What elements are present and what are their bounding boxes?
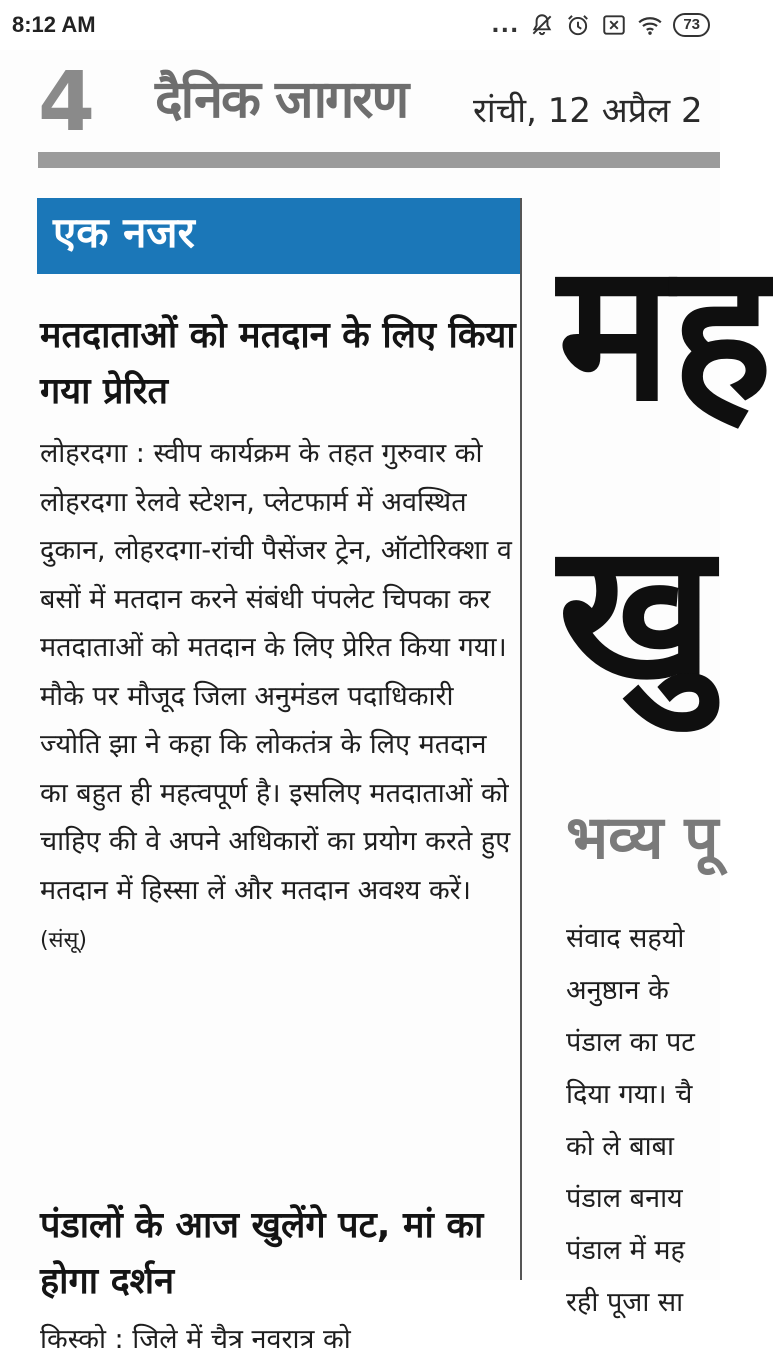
story1-body (40, 430, 515, 966)
status-time: 8:12 AM (12, 12, 96, 37)
section-title: एक नजर (53, 208, 195, 257)
story1-credit: (संसू) (40, 928, 87, 953)
right-column (522, 198, 773, 1318)
lead-subheadline: भव्य पू (566, 803, 719, 873)
newspaper-page (0, 50, 773, 1355)
masthead-rule (38, 152, 720, 168)
story1-headline: मतदाताओं को मतदान के लिए किया गया प्रेरित (40, 315, 516, 412)
dateline: रांची, 12 अप्रैल 2 (473, 91, 703, 131)
masthead (0, 50, 720, 150)
lead-body-line: पंडाल में मह (566, 1235, 685, 1266)
lead-body-line: पंडाल बनाय (566, 1183, 683, 1214)
left-column (37, 198, 521, 1355)
lead-body-line: अनुष्ठान के (566, 975, 669, 1006)
lead-body-line: संवाद सहयो (566, 923, 685, 954)
paper-name: दैनिक जागरण (155, 70, 408, 130)
notification-x-icon (601, 12, 627, 38)
page-number: 4 (38, 55, 96, 150)
lead-body-line: रही पूजा सा (566, 1287, 684, 1318)
wifi-icon (637, 12, 663, 38)
lead-body (566, 913, 695, 1329)
lead-body-line: दिया गया। चै (566, 1079, 693, 1110)
story1-body-text: लोहरदगा : स्वीप कार्यक्रम के तहत गुरुवार को लोहरदगा रेलवे स्टेशन, प्लेटफार्म में अवस्थित दुकान, लोहरदगा-रांची पैसेंजर ट्रेन, ऑटोरिक्शा व बसों में मतदान करने संबंधी पंपलेट चिपका कर मतदाताओं को मतदान के लिए प्रेरित किया गया। मौके पर मौजूद जिला अनुमंडल पदाधिकारी ज्योति झा ने कहा कि लोकतंत्र के लिए मतदान का बहुत ही महत्वपूर्ण है। इसलिए मतदाताओं को चाहिए की वे अपने अधिकारों का प्रयोग करते हुए मतदान में हिस्सा लें और मतदान अवश्य करें। (40, 438, 512, 906)
lead-body-line: को ले बाबा (566, 1131, 675, 1162)
lead-headline-line2: खु (558, 502, 714, 723)
status-icons (491, 10, 710, 40)
more-notifications-icon: ... (491, 12, 520, 38)
status-bar (0, 0, 720, 50)
story2-headline: पंडालों के आज खुलेंगे पट, मां का होगा दर्शन (40, 1205, 484, 1302)
lead-body-line: पंडाल का पट (566, 1027, 695, 1058)
alarm-icon (565, 12, 591, 38)
mute-bell-icon (529, 12, 555, 38)
section-header (37, 198, 520, 274)
lead-headline-line1: मह (558, 222, 773, 443)
story2-body-start: किस्को : जिले में चैत्र नवरात्र को (40, 1324, 351, 1355)
battery-icon: 73 (673, 13, 710, 37)
